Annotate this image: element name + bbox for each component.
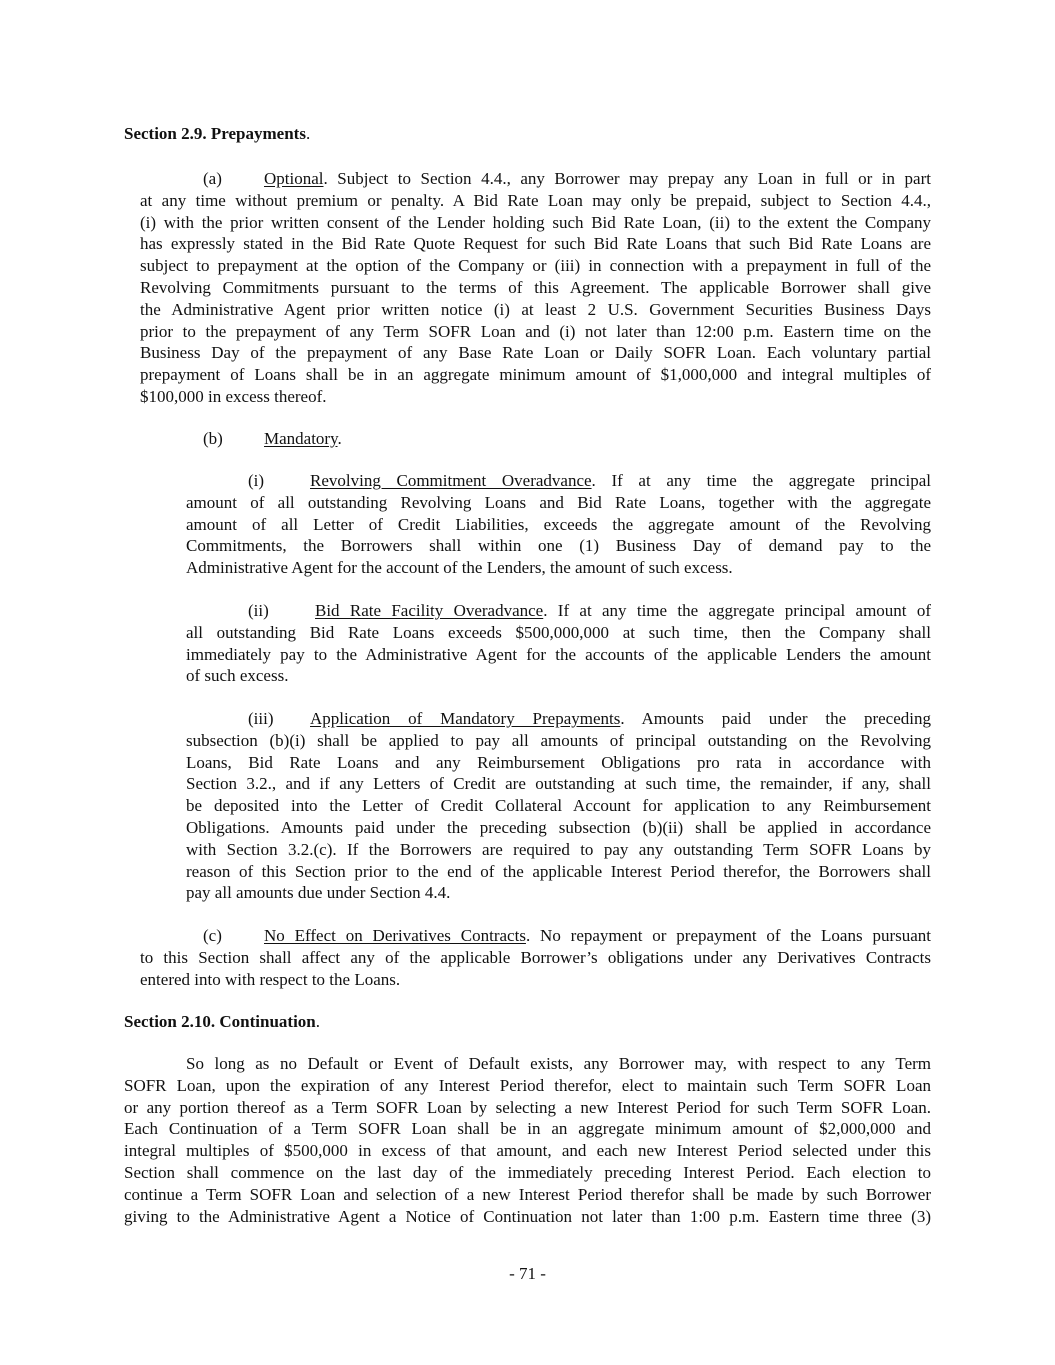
clause-text: . Subject to Section 4.4., any Borrower may prepay any Loan in full or in part [323,169,931,188]
text-line: at any time without premium or penalty. A Bid Rate Loan may only be prepaid, subject to Section 4.4., [140,190,931,210]
clause-label: (iii) [248,709,274,728]
first-line [186,708,931,730]
text-line: entered into with respect to the Loans. [140,969,401,989]
first-line [186,470,931,492]
first-line [140,428,931,450]
text-line: to this Section shall affect any of the applicable Borrower’s obligations under any Derivatives Contracts [140,947,931,967]
text-line: subsection (b)(i) shall be applied to pay all amounts of principal outstanding on the Revolving [186,730,931,750]
clause-text: . If at any time the aggregate principal amount of [543,601,931,620]
text-line: (i) with the prior written consent of the Lender holding such Bid Rate Loan, (ii) to the extent the Company [140,212,931,232]
clause-label: (a) [203,169,222,188]
text-line: prepayment of Loans shall be in an aggregate minimum amount of $1,000,000 and integral multiples of [140,365,931,385]
text-line: Administrative Agent for the account of the Lenders, the amount of such excess. [186,558,733,578]
paragraph [140,168,931,408]
section-heading [124,1011,931,1033]
heading-line [124,1011,931,1033]
clause-label: (ii) [248,601,269,620]
text-line: amount of all Letter of Credit Liabilities, exceeds the aggregate amount of the Revolving [186,514,931,534]
section-title: Section 2.10. Continuation [124,1012,316,1031]
heading-line [124,123,931,145]
clause-label: (b) [203,429,223,448]
text-line: immediately pay to the Administrative Agent for the accounts of the applicable Lenders the amount [186,644,931,664]
text-line: So long as no Default or Event of Default exists, any Borrower may, with respect to any Term [186,1054,931,1073]
clause-text: . No repayment or prepayment of the Loans pursuant [525,926,931,945]
text-line: Revolving Commitments pursuant to the terms of this Agreement. The applicable Borrower shall give [140,277,931,297]
paragraph [140,925,931,990]
clause-heading: Revolving Commitment Overadvance [310,471,592,490]
section-heading [124,123,931,145]
clause-heading: No Effect on Derivatives Contracts [264,926,526,945]
text-line: Business Day of the prepayment of any Base Rate Loan or Daily SOFR Loan. Each voluntary partial [140,343,931,363]
paragraph [186,470,931,579]
first-line [186,600,931,622]
text-line: of such excess. [186,666,289,686]
first-line [140,168,931,190]
clause-text: . Amounts paid under the preceding [620,709,931,728]
paragraph [140,428,931,450]
text-line: integral multiples of $500,000 in excess of that amount, and each new Interest Period selected under this [124,1141,931,1161]
text-line: continue a Term SOFR Loan and selection of a new Interest Period therefor shall be made by such Borrower [124,1184,931,1204]
text-line: pay all amounts due under Section 4.4. [186,883,451,903]
text-line: Obligations. Amounts paid under the preceding subsection (b)(ii) shall be applied in accordance [186,817,931,837]
paragraph [124,1053,931,1227]
text-line: subject to prepayment at the option of the Company or (iii) in connection with a prepayment in full of the [140,256,931,276]
clause-text: . [337,429,342,448]
section-title: Section 2.9. Prepayments [124,124,306,143]
text-line: Section shall commence on the last day of the immediately preceding Interest Period. Each election to [124,1162,931,1182]
text-line: the Administrative Agent prior written notice (i) at least 2 U.S. Government Securities Business Days [140,299,931,319]
clause-heading: Application of Mandatory Prepayments [310,709,621,728]
paragraph [186,708,931,904]
clause-heading: Bid Rate Facility Overadvance [315,601,544,620]
heading-period: . [315,1012,320,1031]
text-line: SOFR Loan, upon the expiration of any Interest Period therefor, elect to maintain such Term SOFR Loan [124,1075,931,1095]
text-line: Section 3.2., and if any Letters of Credit are outstanding at such time, the remainder, if any, shall [186,774,931,794]
clause-text: . If at any time the aggregate principal [591,471,931,490]
text-line: has expressly stated in the Bid Rate Quote Request for such Bid Rate Loans that such Bid Rate Loans are [140,234,931,254]
clause-label: (c) [203,926,222,945]
page-number: - 71 - [509,1264,546,1283]
text-line: Loans, Bid Rate Loans and any Reimbursement Obligations pro rata in accordance with [186,752,931,772]
text-line: prior to the prepayment of any Term SOFR Loan and (i) not later than 12:00 p.m. Eastern time on the [140,321,931,341]
paragraph [186,600,931,687]
heading-period: . [305,124,311,143]
text-line: or any portion thereof as a Term SOFR Loan by selecting a new Interest Period for such Term SOFR Loan. [124,1097,931,1117]
clause-label: (i) [248,471,265,490]
text-line: be deposited into the Letter of Credit Collateral Account for application to any Reimbursement [186,796,931,816]
text-line: $100,000 in excess thereof. [140,386,327,406]
text-line: Each Continuation of a Term SOFR Loan shall be in an aggregate minimum amount of $2,000,000 and [124,1119,931,1139]
text-line: all outstanding Bid Rate Loans exceeds $500,000,000 at such time, then the Company shall [186,622,931,642]
text-line: with Section 3.2.(c). If the Borrowers are required to pay any outstanding Term SOFR Loans by [186,839,931,859]
clause-heading: Optional [264,169,324,188]
text-line: Commitments, the Borrowers shall within one (1) Business Day of demand pay to the [186,536,931,556]
text-line: amount of all outstanding Revolving Loans and Bid Rate Loans, together with the aggregate [186,492,931,512]
first-line [140,925,931,947]
text-line: giving to the Administrative Agent a Notice of Continuation not later than 1:00 p.m. Eastern time three (3) [124,1206,931,1226]
text-line: reason of this Section prior to the end of the applicable Interest Period therefor, the Borrowers shall [186,861,931,881]
clause-heading: Mandatory [264,429,338,448]
